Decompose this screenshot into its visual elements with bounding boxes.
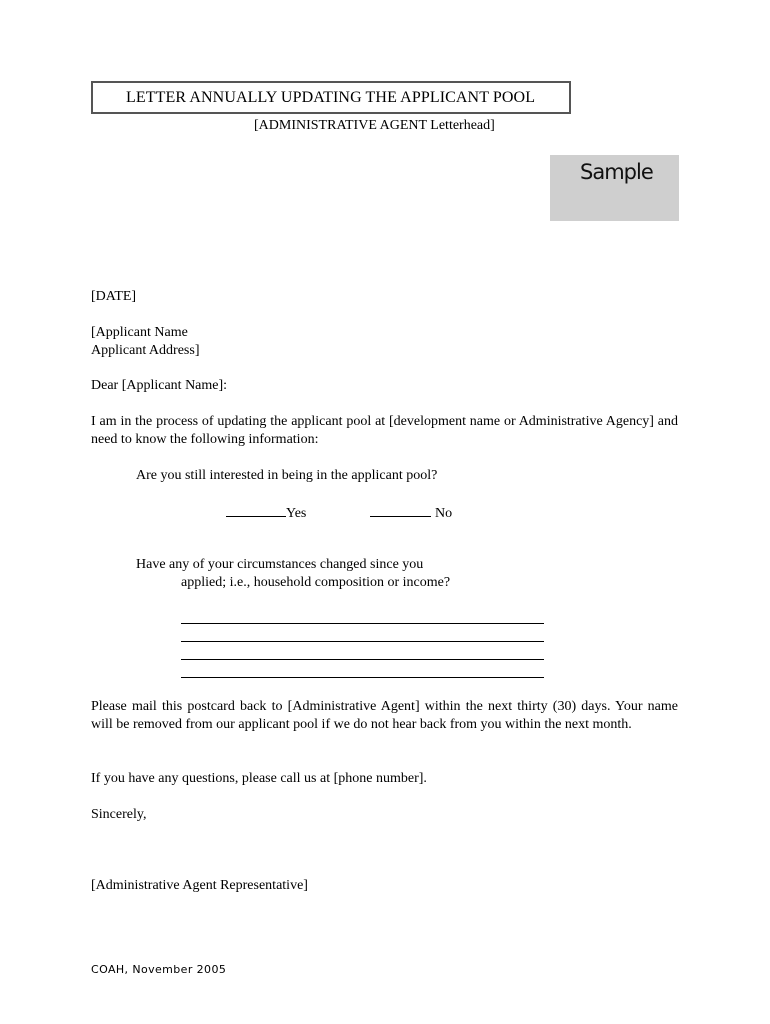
answer-line-1[interactable]: [181, 623, 544, 624]
date-placeholder: [DATE]: [91, 289, 137, 304]
letter-title-box: [91, 81, 571, 114]
applicant-address: Applicant Address]: [91, 343, 200, 358]
yes-blank-line: [226, 502, 286, 517]
no-label: No: [435, 506, 453, 521]
letterhead-placeholder: [ADMINISTRATIVE AGENT Letterhead]: [254, 118, 495, 133]
question-circumstances-line2: applied; i.e., household composition or income?: [181, 575, 451, 590]
answer-line-2[interactable]: [181, 641, 544, 642]
salutation: Dear [Applicant Name]:: [91, 378, 228, 393]
yes-label: Yes: [286, 506, 307, 521]
mail-instructions-paragraph: Please mail this postcard back to [Administrative Agent] within the next thirty (30) days. Your name will be removed from our applicant pool if we do not hear back from you within the next month.: [91, 699, 678, 732]
answer-line-4[interactable]: [181, 677, 544, 678]
answer-line-3[interactable]: [181, 659, 544, 660]
letter-title: LETTER ANNUALLY UPDATING THE APPLICANT POOL: [126, 89, 536, 106]
signature-placeholder: [Administrative Agent Representative]: [91, 878, 308, 893]
questions-contact-line: If you have any questions, please call us at [phone number].: [91, 771, 427, 786]
intro-paragraph: I am in the process of updating the applicant pool at [development name or Administrative Agency] and need to know the following information:: [91, 414, 678, 447]
footer-text: COAH, November 2005: [91, 963, 227, 976]
applicant-name: [Applicant Name: [91, 325, 188, 340]
yes-option[interactable]: [226, 502, 306, 523]
closing: Sincerely,: [91, 807, 147, 822]
no-option[interactable]: [370, 502, 452, 523]
sample-stamp: [550, 155, 679, 221]
question-circumstances-line1: Have any of your circumstances changed since you: [136, 557, 424, 572]
question-still-interested: Are you still interested in being in the applicant pool?: [136, 468, 438, 483]
sample-stamp-text: Sample: [580, 160, 653, 184]
no-blank-line: [370, 502, 431, 517]
